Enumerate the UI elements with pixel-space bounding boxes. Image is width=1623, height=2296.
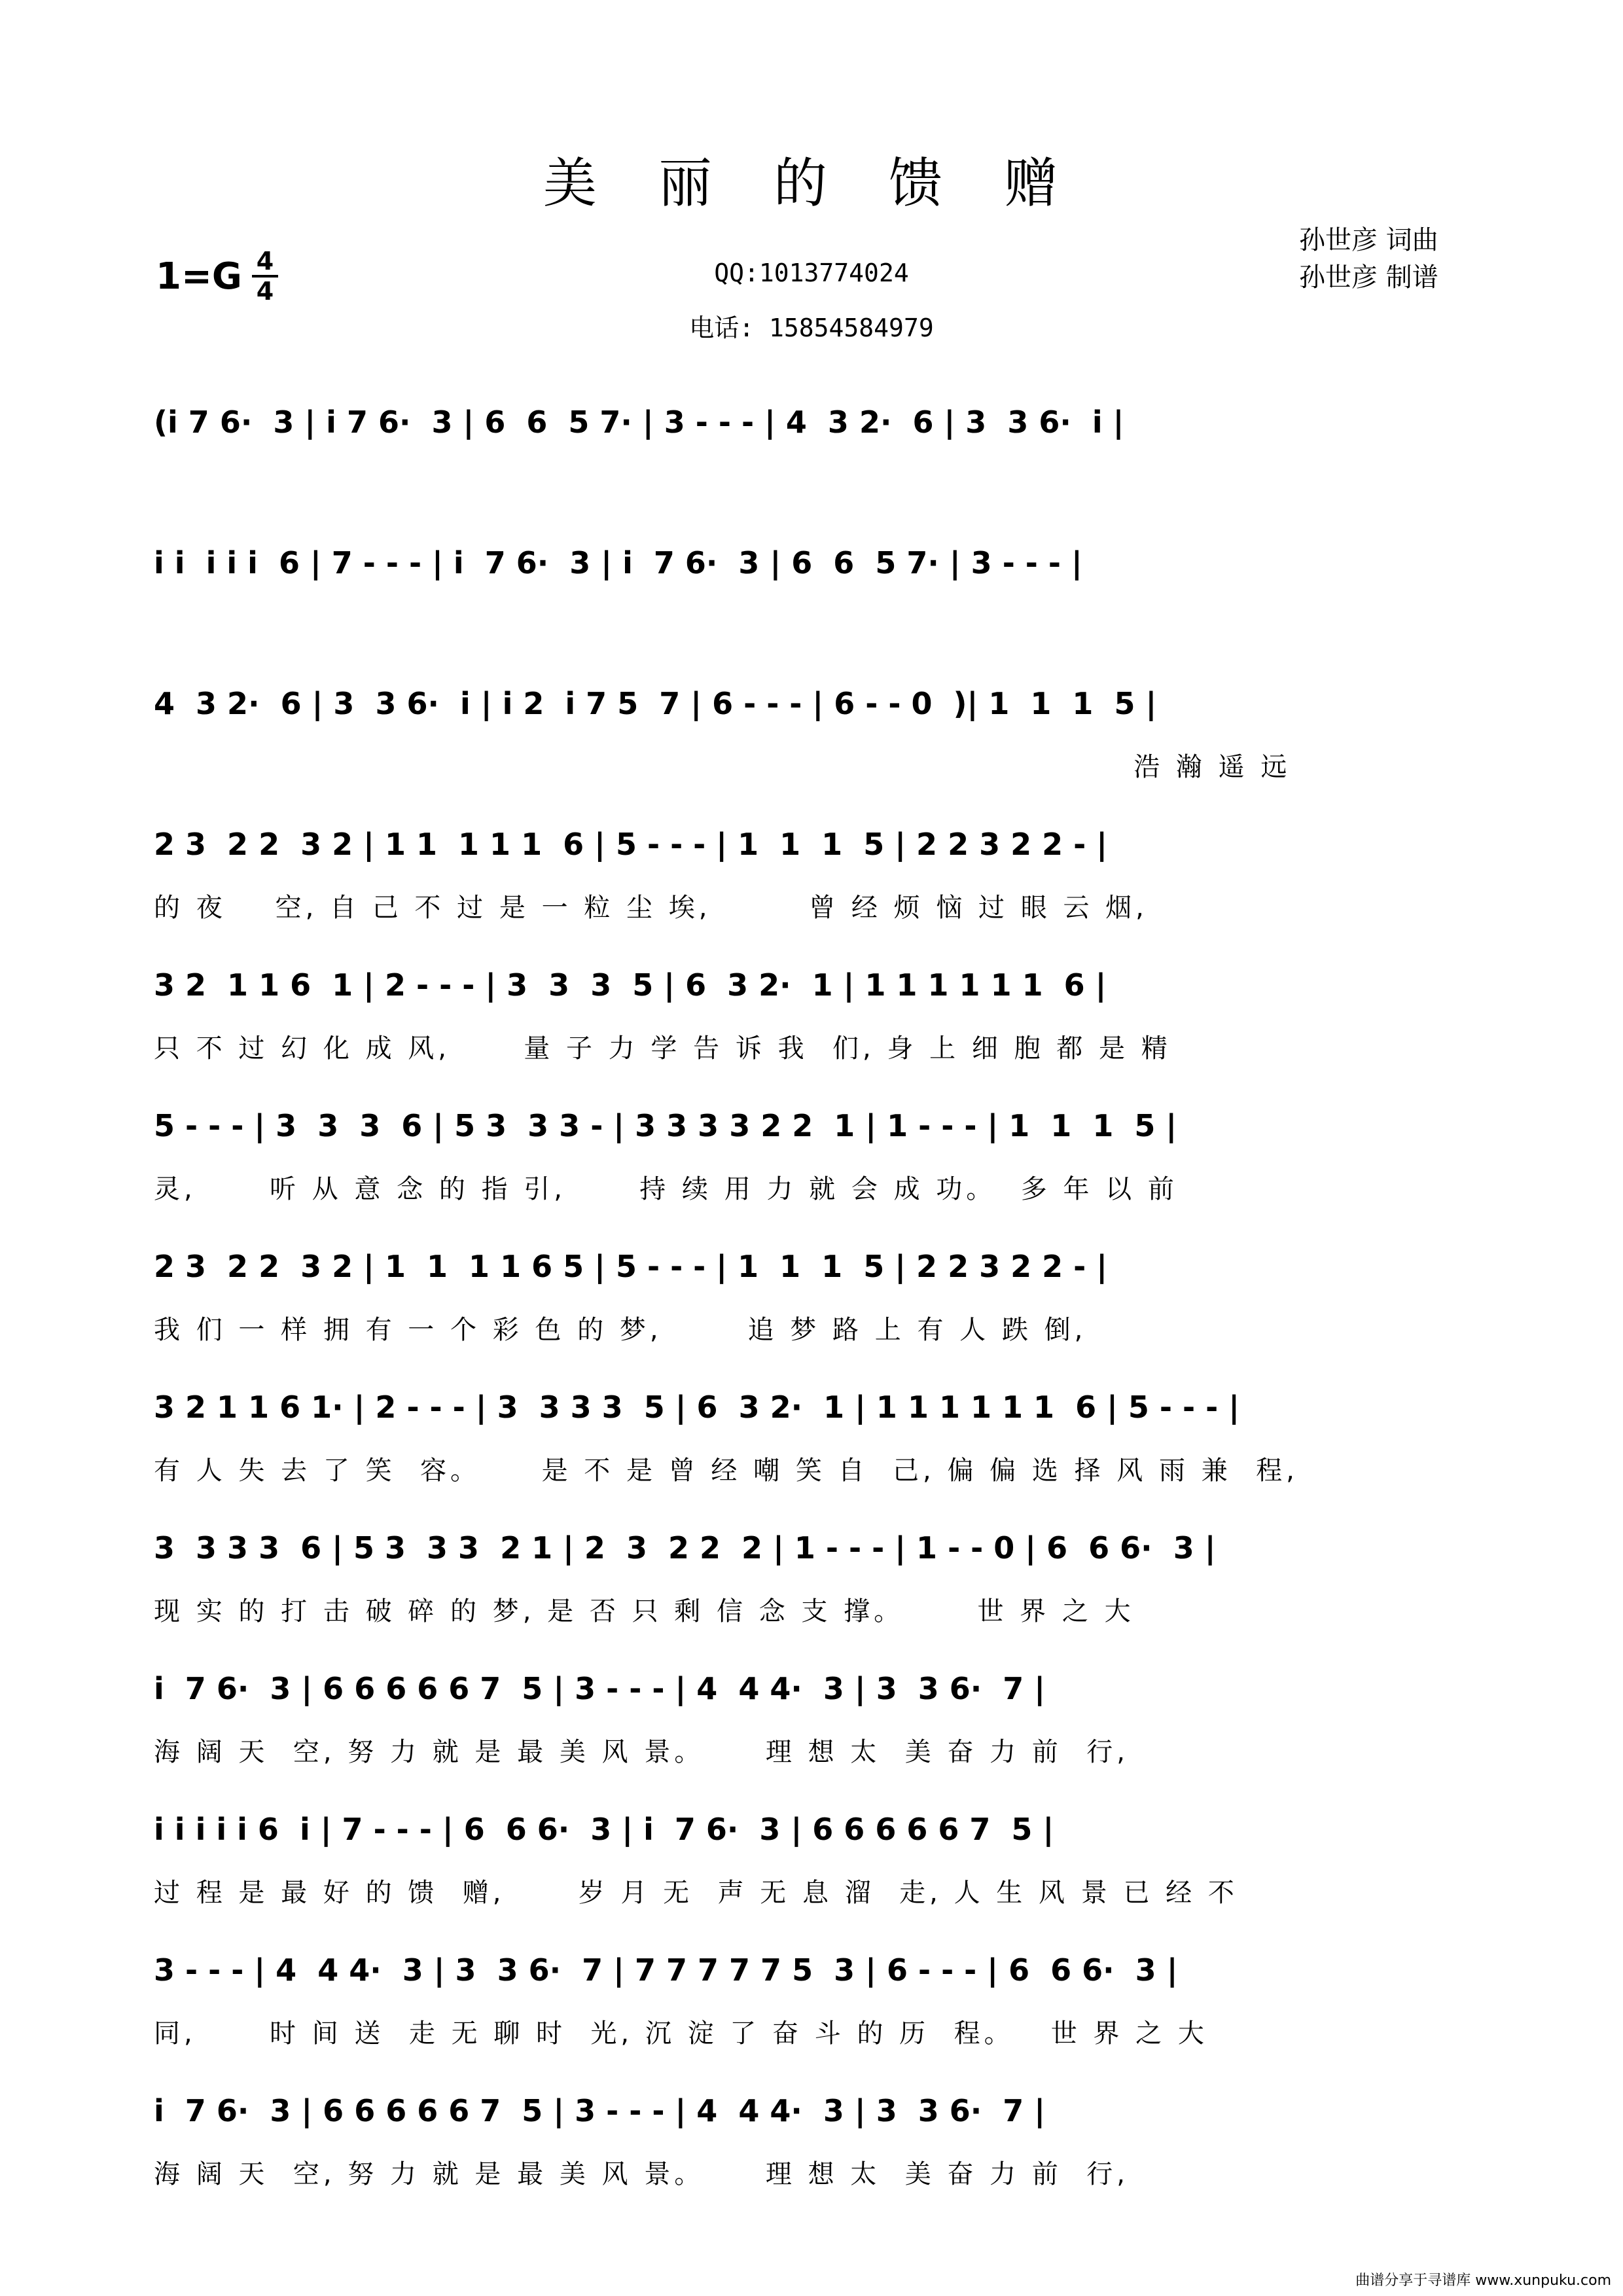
notation-line: (i 7 6· 3 | i 7 6· 3 | 6 6 5 7· | 3 - - - | 4 3 2· 6 | 3 3 6· i | [154,404,1124,440]
notation-line: i i i i i 6 | 7 - - - | i 7 6· 3 | i 7 6· 3 | 6 6 5 7· | 3 - - - | [154,545,1082,581]
notation-line: 3 - - - | 4 4 4· 3 | 3 3 6· 7 | 7 7 7 7 7 5 3 | 6 - - - | 6 6 6· 3 | [154,1952,1178,1988]
lyric-line: 浩 瀚 遥 远 [154,752,1291,782]
notation-line: 2 3 2 2 3 2 | 1 1 1 1 6 5 | 5 - - - | 1 1 1 5 | 2 2 3 2 2 - | [154,1249,1108,1284]
footer-watermark: 曲谱分享于寻谱库 www.xunpuku.com [1355,2272,1611,2289]
lyric-line: 的 夜 空, 自 己 不 过 是 一 粒 尘 埃, 曾 经 烦 恼 过 眼 云 烟, [154,893,1148,923]
notation-line: i i i i i 6 i | 7 - - - | 6 6 6· 3 | i 7 6· 3 | 6 6 6 6 6 7 5 | [154,1812,1054,1847]
lyric-line: 海 阔 天 空, 努 力 就 是 最 美 风 景。 理 想 太 美 奋 力 前 行, [154,2159,1130,2189]
lyric-line: 有 人 失 去 了 笑 容。 是 不 是 曾 经 嘲 笑 自 己, 偏 偏 选 择 风 雨 兼 程, [154,1456,1298,1486]
song-title: 美 丽 的 馈 赠 [543,152,1080,215]
notation-line: 4 3 2· 6 | 3 3 6· i | i 2 i 7 5 7 | 6 - - - | 6 - - 0 )| 1 1 1 5 | [154,686,1157,721]
lyric-line: 海 阔 天 空, 努 力 就 是 最 美 风 景。 理 想 太 美 奋 力 前 行, [154,1737,1130,1767]
notation-line: 5 - - - | 3 3 3 6 | 5 3 3 3 - | 3 3 3 3 2 2 1 | 1 - - - | 1 1 1 5 | [154,1108,1177,1143]
lyric-line: 我 们 一 样 拥 有 一 个 彩 色 的 梦, 追 梦 路 上 有 人 跌 倒, [154,1315,1087,1345]
notation-line: 3 3 3 3 6 | 5 3 3 3 2 1 | 2 3 2 2 2 | 1 - - - | 1 - - 0 | 6 6 6· 3 | [154,1530,1216,1566]
key-signature: 1=G [156,255,242,298]
time-signature-top: 4 [256,247,274,276]
lyric-line: 过 程 是 最 好 的 馈 赠, 岁 月 无 声 无 息 溜 走, 人 生 风 景 已 经 不 [154,1878,1238,1908]
time-signature-bottom: 4 [256,277,274,306]
credit-lyrics-music: 孙世彦 词曲 [1299,225,1438,255]
notation-line: 3 2 1 1 6 1 | 2 - - - | 3 3 3 5 | 6 3 2· 1 | 1 1 1 1 1 1 6 | [154,967,1107,1003]
lyric-line: 同, 时 间 送 走 无 聊 时 光, 沉 淀 了 奋 斗 的 历 程。 世 界 之 大 [154,2018,1208,2049]
credit-arranger: 孙世彦 制谱 [1299,262,1438,293]
lyric-line: 只 不 过 幻 化 成 风, 量 子 力 学 告 诉 我 们, 身 上 细 胞 都 是 精 [154,1033,1171,1064]
lyric-line: 现 实 的 打 击 破 碎 的 梦, 是 否 只 剩 信 念 支 撑。 世 界 之 大 [154,1596,1135,1626]
notation-line: 2 3 2 2 3 2 | 1 1 1 1 1 6 | 5 - - - | 1 1 1 5 | 2 2 3 2 2 - | [154,827,1108,862]
phone-contact: 电话: 15854584979 [689,314,934,342]
lyric-line: 灵, 听 从 意 念 的 指 引, 持 续 用 力 就 会 成 功。 多 年 以 前 [154,1174,1178,1204]
qq-contact: QQ:1013774024 [714,259,909,287]
notation-line: 3 2 1 1 6 1· | 2 - - - | 3 3 3 3 5 | 6 3 2· 1 | 1 1 1 1 1 1 6 | 5 - - - | [154,1390,1240,1425]
notation-line: i 7 6· 3 | 6 6 6 6 6 7 5 | 3 - - - | 4 4 4· 3 | 3 3 6· 7 | [154,2093,1046,2128]
notation-line: i 7 6· 3 | 6 6 6 6 6 7 5 | 3 - - - | 4 4 4· 3 | 3 3 6· 7 | [154,1671,1046,1706]
